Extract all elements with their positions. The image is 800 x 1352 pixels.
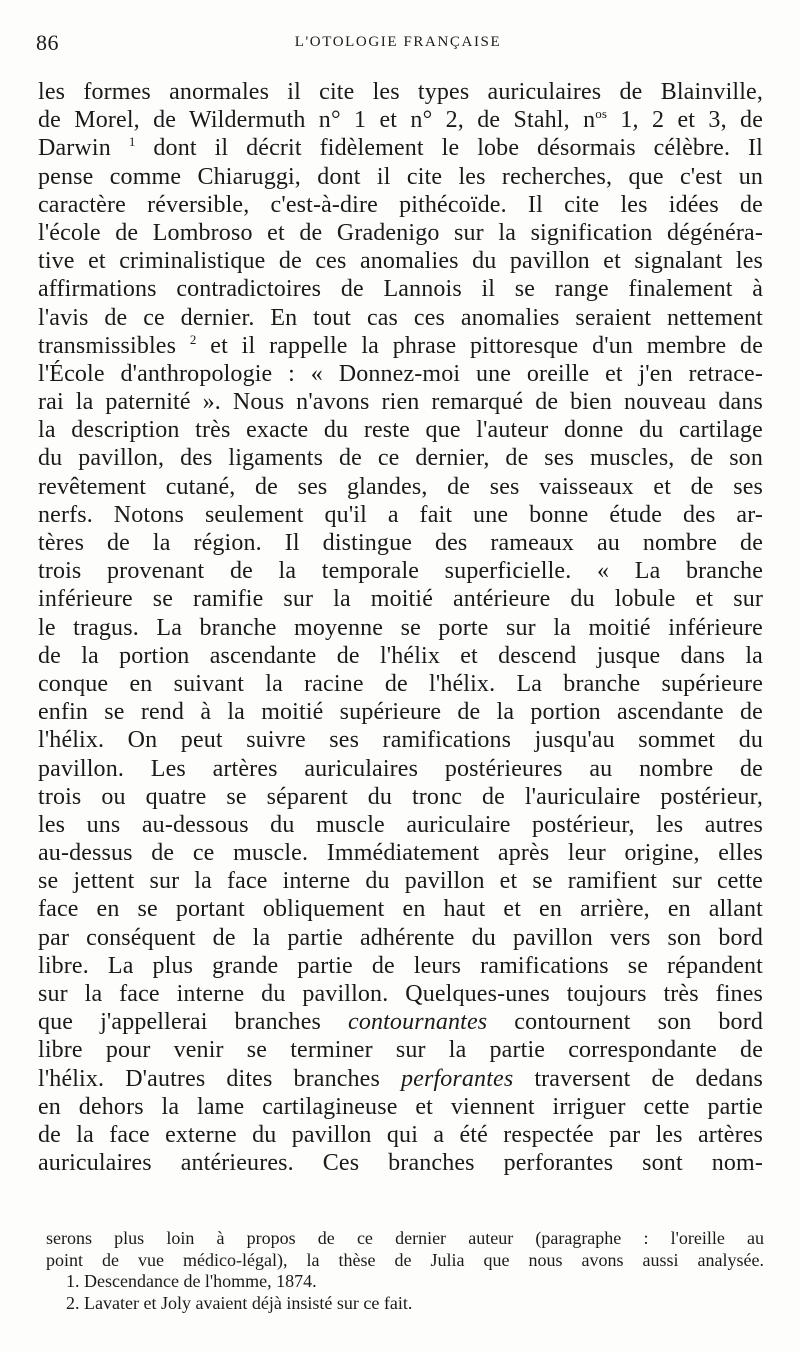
text-segment: l'École d'anthropologie : « Donnez-moi une oreille et j'en retrace- (38, 360, 763, 387)
text-line (38, 698, 763, 726)
text-line (38, 726, 763, 754)
text-segment: contournent son bord (487, 1009, 763, 1036)
text-segment: le tragus. La branche moyenne se porte sur la moitié inférieure (38, 614, 763, 641)
text-line (38, 811, 763, 839)
text-line (38, 332, 763, 360)
footnote-item: 2. Lavater et Joly avaient déjà insisté sur ce fait. (66, 1292, 413, 1313)
text-line (38, 191, 763, 219)
footnotes (46, 1228, 764, 1314)
text-line (38, 106, 763, 134)
text-line (38, 1065, 763, 1093)
text-line (38, 360, 763, 388)
page-number: 86 (36, 30, 59, 55)
text-segment: affirmations contradictoires de Lannois il se range finalement à (38, 276, 763, 303)
footnote-continuation-line: serons plus loin à propos de ce dernier auteur (paragraphe : l'oreille au (46, 1228, 764, 1248)
text-line (38, 304, 763, 332)
text-segment: les uns au-dessous du muscle auriculaire postérieur, les autres (38, 811, 763, 838)
text-segment: l'avis de ce dernier. En tout cas ces anomalies seraient nettement (38, 304, 763, 331)
text-segment: de la portion ascendante de l'hélix et descend jusque dans la (38, 642, 763, 669)
text-segment: traversent de dedans (513, 1065, 763, 1092)
text-segment: que j'appellerai branches (38, 1009, 349, 1036)
text-line (38, 501, 763, 529)
text-segment: tive et criminalistique de ces anomalies du pavillon et signalant les (38, 248, 763, 275)
text-segment: libre pour venir se terminer sur la partie correspondante de (38, 1037, 763, 1064)
footnote-marker: 2 (189, 331, 197, 347)
text-segment: nerfs. Notons seulement qu'il a fait une bonne étude des ar- (38, 501, 763, 528)
text-line (38, 1149, 763, 1177)
text-segment: pense comme Chiaruggi, dont il cite les recherches, que c'est un (38, 163, 763, 190)
text-segment: tères de la région. Il distingue des rameaux au nombre de (38, 530, 763, 556)
text-line (38, 1036, 763, 1064)
text-line (38, 670, 763, 698)
text-line (38, 585, 763, 613)
text-segment: 1, 2 et 3, de (607, 107, 764, 134)
text-segment: enfin se rend à la moitié supérieure de la portion ascendante de (38, 699, 763, 726)
text-line (38, 134, 763, 162)
text-line (38, 1008, 763, 1036)
text-line (38, 275, 763, 303)
italic-term: perforantes (401, 1065, 514, 1092)
text-line (38, 980, 763, 1008)
text-segment: les formes anormales il cite les types auriculaires de Blainville, (38, 79, 763, 105)
text-line (38, 247, 763, 275)
text-segment: conque en suivant la racine de l'hélix. La branche supérieure (38, 670, 763, 697)
text-segment: et il rappelle la phrase pittoresque d'un membre de (196, 332, 764, 359)
text-segment: trois ou quatre se séparent du tronc de l'auriculaire postérieur, (38, 783, 763, 810)
text-segment: trois provenant de la temporale superficielle. « La branche (38, 558, 763, 585)
text-line (38, 924, 763, 952)
text-line (38, 642, 763, 670)
text-segment: caractère réversible, c'est-à-dire pithécoïde. Il cite les idées de (38, 191, 763, 218)
page-header (36, 30, 760, 58)
text-line (38, 529, 763, 557)
text-line (38, 388, 763, 416)
text-line (38, 755, 763, 783)
text-segment: transmissibles (38, 332, 190, 359)
text-segment: en dehors la lame cartilagineuse et viennent irriguer cette partie (38, 1093, 763, 1120)
footnote-continuation-line: point de vue médico-légal), la thèse de Julia que nous avons aussi analysée. (46, 1249, 764, 1270)
text-segment: au-dessus de ce muscle. Immédiatement après leur origine, elles (38, 840, 763, 867)
text-line (38, 839, 763, 867)
text-line (38, 1093, 763, 1121)
text-segment: inférieure se ramifie sur la moitié antérieure du lobule et sur (38, 586, 763, 613)
text-segment: du pavillon, des ligaments de ce dernier, de ses muscles, de son (38, 445, 763, 472)
footnote-item: 1. Descendance de l'homme, 1874. (66, 1271, 317, 1291)
text-segment: l'hélix. On peut suivre ses ramifications jusqu'au sommet du (38, 727, 763, 754)
text-segment: Darwin (38, 135, 129, 162)
text-line (38, 952, 763, 980)
text-line (38, 78, 763, 106)
running-head: L'OTOLOGIE FRANÇAISE (294, 34, 502, 50)
text-segment: dont il décrit fidèlement le lobe désormais célèbre. Il (135, 135, 763, 162)
text-line (38, 895, 763, 923)
text-line (38, 867, 763, 895)
text-segment: l'hélix. D'autres dites branches (38, 1065, 401, 1092)
text-line (38, 557, 763, 585)
text-segment: revêtement cutané, de ses glandes, de ses vaisseaux et de ses (38, 473, 763, 500)
text-segment: de la face externe du pavillon qui a été respectée par les artères (38, 1121, 763, 1148)
text-line (38, 444, 763, 472)
text-segment: libre. La plus grande partie de leurs ramifications se répandent (38, 952, 763, 979)
footnote-marker: 1 (128, 134, 136, 150)
text-segment: sur la face interne du pavillon. Quelques-unes toujours très fines (38, 981, 763, 1007)
text-segment: pavillon. Les artères auriculaires postérieures au nombre de (38, 755, 763, 782)
text-line (38, 473, 763, 501)
text-segment: se jettent sur la face interne du pavillon et se ramifient sur cette (38, 868, 763, 895)
text-segment: face en se portant obliquement en haut et en arrière, en allant (38, 896, 763, 923)
text-segment: par conséquent de la partie adhérente du pavillon vers son bord (38, 924, 763, 951)
text-segment: la description très exacte du reste que l'auteur donne du cartilage (38, 417, 763, 444)
footnote-marker: os (595, 106, 608, 122)
text-segment: auriculaires antérieures. Ces branches perforantes sont nom- (38, 1150, 763, 1177)
text-line (38, 163, 763, 191)
text-segment: rai la paternité ». Nous n'avons rien remarqué de bien nouveau dans (38, 389, 763, 416)
text-segment: l'école de Lombroso et de Gradenigo sur la signification dégénéra- (38, 219, 763, 246)
text-line (38, 614, 763, 642)
text-segment: de Morel, de Wildermuth n° 1 et n° 2, de Stahl, n (38, 107, 596, 134)
text-line (38, 416, 763, 444)
italic-term: contournantes (348, 1009, 488, 1036)
text-line (38, 783, 763, 811)
text-line (38, 1121, 763, 1149)
text-line (38, 219, 763, 247)
body-text (38, 78, 763, 1177)
